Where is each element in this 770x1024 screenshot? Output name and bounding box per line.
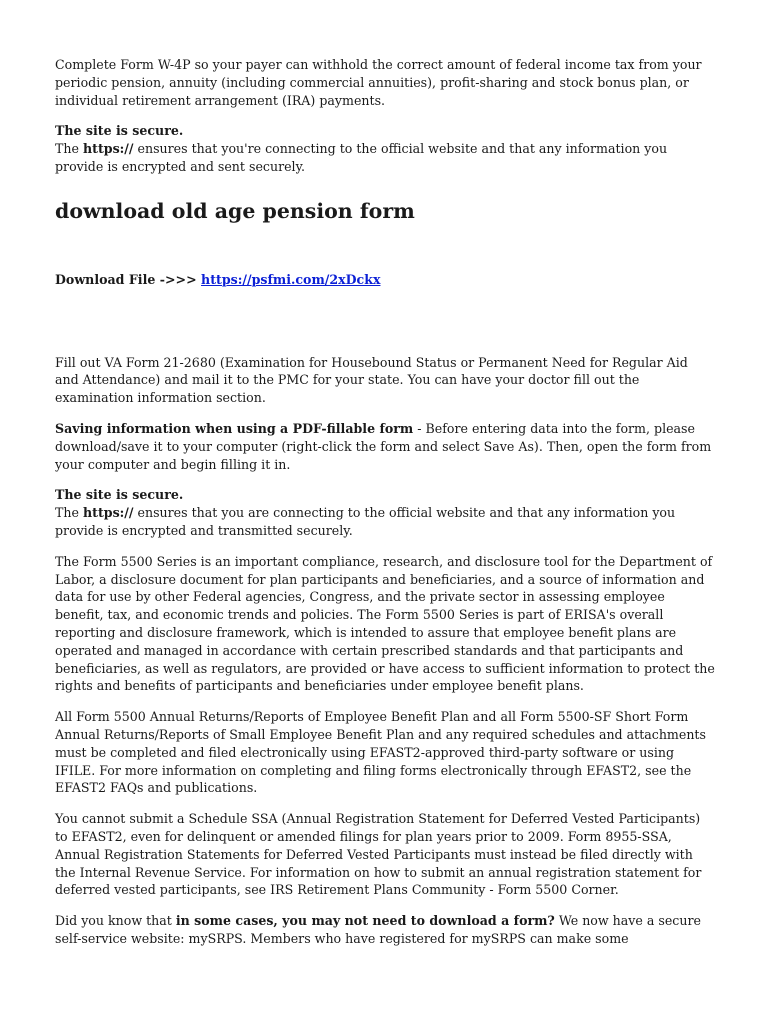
pdf-fillable-paragraph bbox=[55, 420, 715, 473]
schedule-ssa-paragraph: You cannot submit a Schedule SSA (Annual Registration Statement for Deferred Vested Participants) to EFAST2, even for delinquent or amended filings for plan years prior to 2009. Form 8955-SSA, Annual Registration Statements for Deferred Vested Participants must instead be filed directly with the Internal Revenue Service. For information on how to submit an annual registration statement for deferred vested participants, see IRS Retirement Plans Community - Form 5500 Corner. bbox=[55, 811, 702, 898]
page-title: download old age pension form bbox=[55, 198, 415, 223]
secure-text-1: ensures that you're connecting to the official website and that any information you provide is encrypted and sent securely. bbox=[55, 141, 668, 174]
form5500-paragraph: The Form 5500 Series is an important compliance, research, and disclosure tool for the Department of Labor, a disclosure document for plan participants and beneficiaries, and a source of information and data for use by other Federal agencies, Congress, and the private sector in assessing employee benefit, tax, and economic trends and policies. The Form 5500 Series is part of ERISA's overall reporting and disclosure framework, which is intended to assure that employee benefit plans are operated and managed in accordance with certain prescribed standards and that participants and beneficiaries, as well as regulators, are provided or have access to sufficient information to protect the rights and benefits of participants and beneficiaries under employee benefit plans. bbox=[55, 553, 715, 694]
did-you-know-prefix: Did you know that bbox=[55, 913, 176, 929]
did-you-know-paragraph bbox=[55, 912, 715, 948]
https-label-2: https:// bbox=[82, 505, 134, 521]
download-link[interactable]: https://psfmi.com/2xDckx bbox=[201, 271, 381, 287]
secure-prefix-1: The bbox=[55, 141, 83, 157]
secure-notice-2 bbox=[55, 486, 715, 539]
va-form-paragraph: Fill out VA Form 21-2680 (Examination for Housebound Status or Permanent Need for Regular Aid and Attendance) and mail it to the PMC for your state. You can have your doctor fill out the examination information section. bbox=[55, 354, 688, 406]
download-line bbox=[55, 271, 715, 289]
secure-text-2: ensures that you are connecting to the official website and that any information you provide is encrypted and transmitted securely. bbox=[55, 505, 676, 538]
spacer bbox=[55, 289, 715, 354]
secure-notice-1 bbox=[55, 122, 715, 175]
download-label: Download File ->>> bbox=[55, 271, 202, 287]
https-label-1: https:// bbox=[82, 141, 134, 157]
pdf-fillable-heading: Saving information when using a PDF-fillable form bbox=[55, 420, 414, 436]
secure-heading-2: The site is secure. bbox=[55, 487, 184, 503]
intro-paragraph: Complete Form W-4P so your payer can withhold the correct amount of federal income tax from your periodic pension, annuity (including commercial annuities), profit-sharing and stock bonus plan, or individual retirement arrangement (IRA) payments. bbox=[55, 57, 702, 108]
did-you-know-bold: in some cases, you may not need to download a form? bbox=[175, 913, 555, 929]
did-you-know-suffix: We now have a secure self-service website: mySRPS. Members who have registered for mySRPS can make some bbox=[55, 913, 701, 946]
secure-heading-1: The site is secure. bbox=[55, 123, 184, 139]
pdf-fillable-text: - Before entering data into the form, please download/save it to your computer (right-click the form and select Save As). Then, open the form from your computer and begin filling it in. bbox=[55, 420, 712, 472]
secure-prefix-2: The bbox=[55, 505, 83, 521]
annual-returns-paragraph: All Form 5500 Annual Returns/Reports of Employee Benefit Plan and all Form 5500-SF Short Form Annual Returns/Reports of Small Employee Benefit Plan and any required schedules and attachments must be completed and filed electronically using EFAST2-approved third-party software or using IFILE. For more information on completing and filing forms electronically through EFAST2, see the EFAST2 FAQs and publications. bbox=[55, 709, 706, 796]
